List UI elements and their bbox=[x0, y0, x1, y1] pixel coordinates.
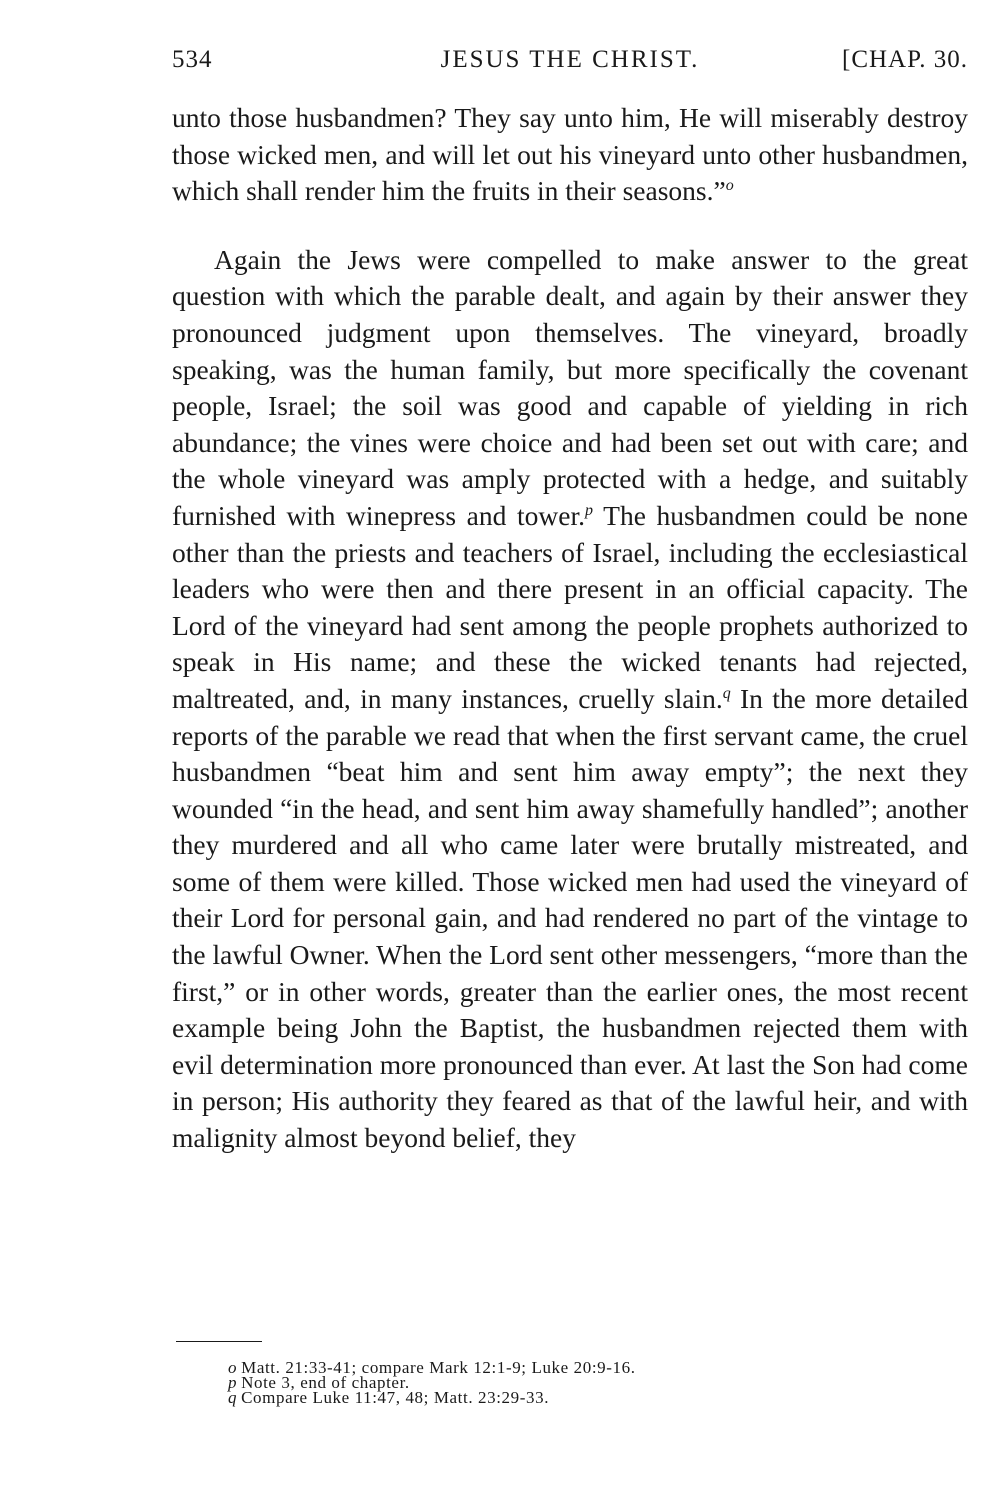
footnote-text: Note 3, end of chapter. bbox=[241, 1373, 410, 1392]
chapter-label: [CHAP. 30. bbox=[842, 46, 968, 73]
paragraph bbox=[172, 242, 968, 1157]
footnote-ref-q: q bbox=[722, 684, 731, 702]
footnote-mark: q bbox=[228, 1388, 238, 1407]
footnotes bbox=[228, 1360, 948, 1405]
paragraph-text: The husbandmen could be none other than the priests and teachers of Israel, including the ecclesiastical leaders who were then and there present in an official capacity. The Lord of the vineyard had sent among the people prophets authorized to speak in His name; and these the wicked tenants had rejected, maltreated, and, in many instances, cruelly slain. bbox=[172, 499, 968, 714]
footnote-mark: p bbox=[228, 1373, 238, 1392]
running-head bbox=[172, 46, 968, 82]
paragraph-text: unto those husbandmen? They say unto him, He will miserably destroy those wicked men, and will let out his vineyard unto other husbandmen, which shall render him the fruits in their seasons.” bbox=[172, 102, 968, 207]
paragraph-text: Again the Jews were compelled to make answer to the great question with which the parable dealt, and again by their answer they pronounced judgment upon themselves. The vineyard, broadly speaking, was the human family, but more specifically the covenant people, Israel; the soil was good and capable of yielding in rich abundance; the vines were choice and had been set out with care; and the whole vineyard was amply protected with a hedge, and suitably furnished with winepress and tower. bbox=[172, 243, 968, 531]
page-number: 534 bbox=[172, 46, 213, 73]
footnote-divider bbox=[176, 1341, 262, 1342]
footnote-ref-o: o bbox=[725, 177, 734, 195]
footnote-text: Matt. 21:33-41; compare Mark 12:1-9; Luke 20:9-16. bbox=[241, 1358, 636, 1377]
footnote-mark: o bbox=[228, 1358, 238, 1377]
body-text bbox=[172, 100, 968, 1157]
footnote-q bbox=[228, 1390, 948, 1405]
paragraph-continued bbox=[172, 100, 968, 210]
paragraph-text: In the more detailed reports of the parable we read that when the first servant came, the cruel husbandmen “beat him and sent him away empty”; the next they wounded “in the head, and sent him away shamefully handled”; another they murdered and all who came later were brutally mistreated, and some of them were killed. Those wicked men had used the vineyard of their Lord for personal gain, and had rendered no part of the vintage to the lawful Owner. When the Lord sent other messengers, “more than the first,” or in other words, greater than the earlier ones, the most recent example being John the Baptist, the husbandmen rejected them with evil determination more pronounced than ever. At last the Son had come in person; His authority they feared as that of the lawful heir, and with malignity almost beyond belief, they bbox=[172, 682, 968, 1154]
footnote-ref-p: p bbox=[585, 501, 593, 519]
book-title: JESUS THE CHRIST. bbox=[440, 46, 700, 73]
footnote-text: Compare Luke 11:47, 48; Matt. 23:29-33. bbox=[241, 1388, 550, 1407]
